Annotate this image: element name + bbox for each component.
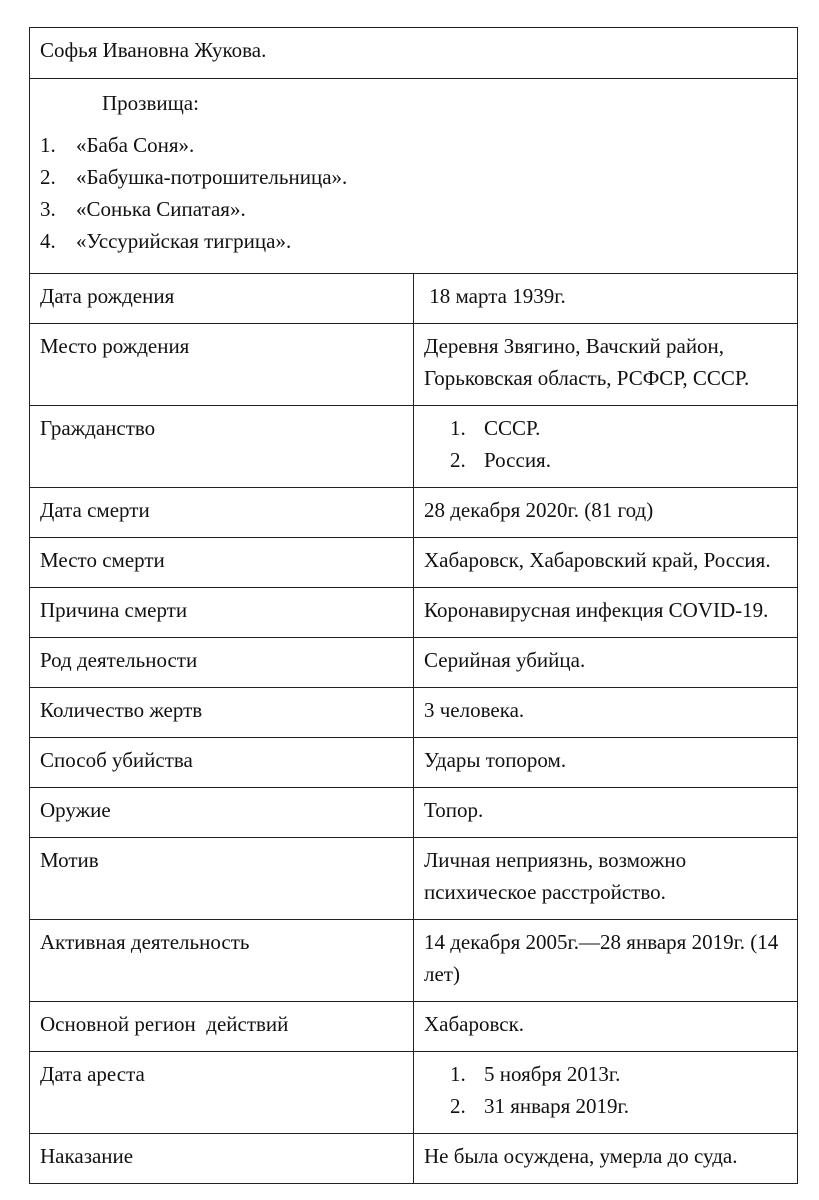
table-row: [30, 588, 798, 638]
table-row: [30, 1002, 798, 1052]
row-value: Коронавирусная инфекция COVID-19.: [414, 588, 798, 638]
row-label: Дата рождения: [30, 274, 414, 324]
list-item: 2. «Бабушка-потрошительница».: [40, 165, 348, 189]
nicknames-row: [30, 79, 798, 274]
row-value: Не была осуждена, умерла до суда.: [414, 1134, 798, 1184]
row-value: [414, 406, 798, 488]
list-item: 3. «Сонька Сипатая».: [40, 197, 246, 221]
row-value: Деревня Звягино, Вачский район, Горьковская область, РСФСР, СССР.: [414, 324, 798, 406]
row-value: 3 человека.: [414, 688, 798, 738]
row-value: Серийная убийца.: [414, 638, 798, 688]
row-value: Хабаровск, Хабаровский край, Россия.: [414, 538, 798, 588]
profile-table: [29, 27, 798, 1184]
row-value: 14 декабря 2005г.—28 января 2019г. (14 лет): [414, 920, 798, 1002]
list-item: 1. 5 ноября 2013г.: [450, 1062, 621, 1086]
table-row: [30, 324, 798, 406]
table-row: [30, 538, 798, 588]
row-label: Активная деятельность: [30, 920, 414, 1002]
list-item: 2. 31 января 2019г.: [450, 1094, 630, 1118]
row-label: Гражданство: [30, 406, 414, 488]
table-row: [30, 838, 798, 920]
row-label: Оружие: [30, 788, 414, 838]
table-row: [30, 1052, 798, 1134]
row-label: Причина смерти: [30, 588, 414, 638]
table-row: [30, 488, 798, 538]
citizenship-list: [424, 412, 789, 476]
list-item: 1. СССР.: [450, 416, 541, 440]
arrest-dates-list: [424, 1058, 789, 1122]
row-value: Личная неприязнь, возможно психическое расстройство.: [414, 838, 798, 920]
row-label: Количество жертв: [30, 688, 414, 738]
row-value: Хабаровск.: [414, 1002, 798, 1052]
nicknames-cell: [30, 79, 798, 274]
row-label: Наказание: [30, 1134, 414, 1184]
nicknames-title: Прозвища:: [102, 91, 199, 115]
row-value: Топор.: [414, 788, 798, 838]
row-value: [414, 1052, 798, 1134]
table-row: [30, 406, 798, 488]
row-value: 18 марта 1939г.: [414, 274, 798, 324]
list-item: 1. «Баба Соня».: [40, 133, 195, 157]
row-label: Способ убийства: [30, 738, 414, 788]
list-item: 2. Россия.: [450, 448, 551, 472]
row-value: 28 декабря 2020г. (81 год): [414, 488, 798, 538]
row-label: Дата ареста: [30, 1052, 414, 1134]
table-row: [30, 688, 798, 738]
row-label: Место смерти: [30, 538, 414, 588]
table-row: [30, 788, 798, 838]
name-row: [30, 28, 798, 79]
nicknames-list: [40, 129, 787, 257]
row-label: Мотив: [30, 838, 414, 920]
table-row: [30, 920, 798, 1002]
row-label: Дата смерти: [30, 488, 414, 538]
list-item: 4. «Уссурийская тигрица».: [40, 229, 292, 253]
row-label: Место рождения: [30, 324, 414, 406]
row-value: Удары топором.: [414, 738, 798, 788]
row-label: Род деятельности: [30, 638, 414, 688]
table-row: [30, 274, 798, 324]
table-row: [30, 738, 798, 788]
table-row: [30, 638, 798, 688]
full-name: Софья Ивановна Жукова.: [30, 28, 798, 79]
table-row: [30, 1134, 798, 1184]
row-label: Основной регион действий: [30, 1002, 414, 1052]
